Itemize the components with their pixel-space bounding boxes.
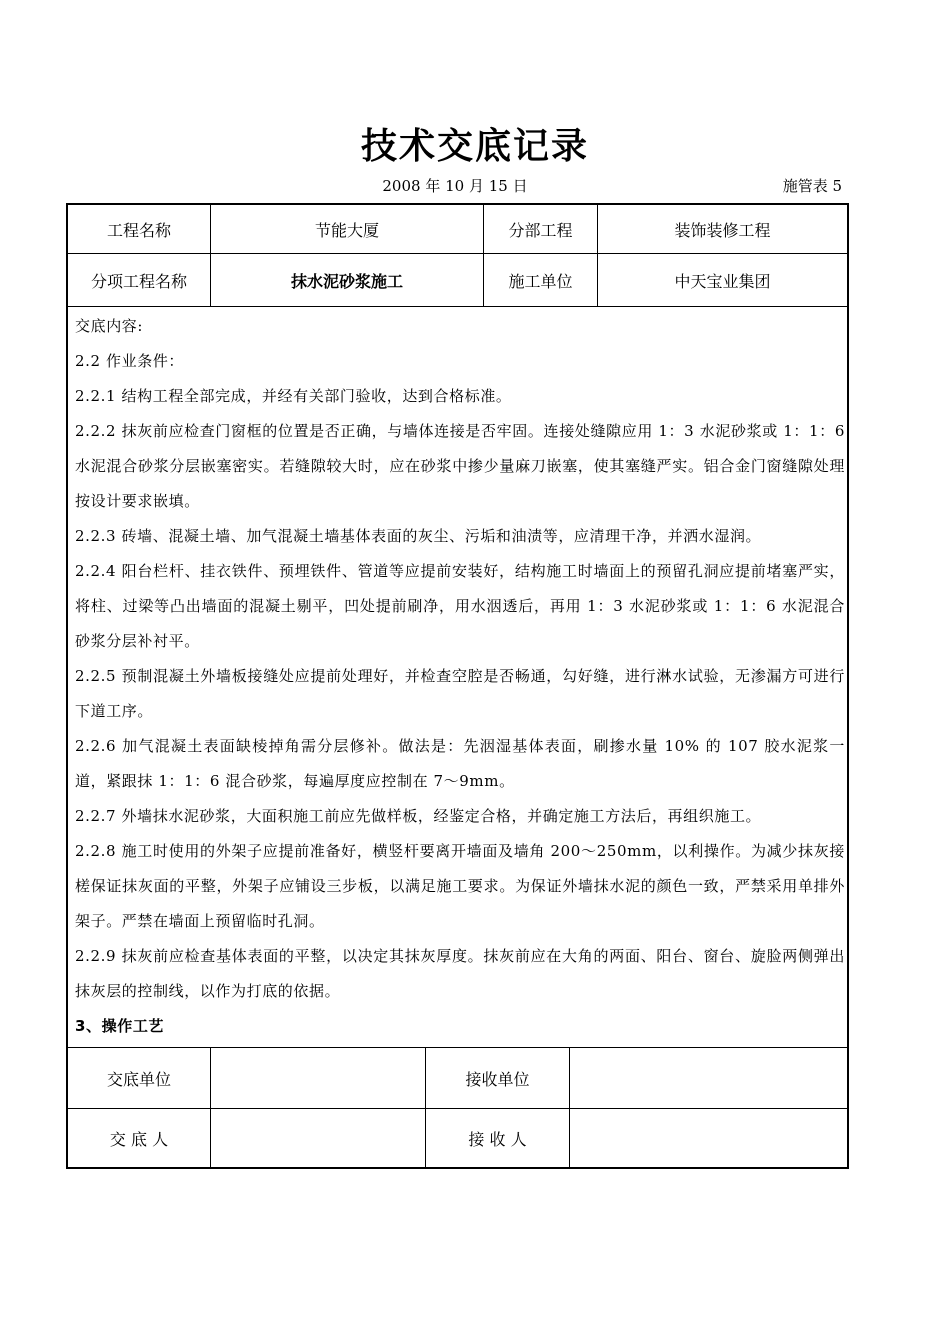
receive-unit-value[interactable] [570,1048,847,1108]
receive-unit-label: 接收单位 [465,1069,530,1089]
deliver-unit-value[interactable] [211,1048,425,1108]
content-heading: 交底内容: [75,317,144,335]
unit-label: 施工单位 [508,271,573,291]
content-paragraph: 2.2.8 施工时使用的外架子应提前准备好，横竖杆要离开墙面及墙角 200～250mm，以利操作。为减少抹灰接槎保证抹灰面的平整，外架子应铺设三步板，以满足施工要求。为保证外墙抹水泥的颜色一致，严禁采用单排外架子。严禁在墙面上预留临时孔洞。 [75,842,845,930]
form-number: 施管表 5 [782,177,842,195]
project-name-label: 工程名称 [106,220,171,240]
unit-value: 中天宝业集团 [674,271,771,291]
briefing-content [75,309,845,1044]
content-paragraph: 2.2.7 外墙抹水泥砂浆，大面积施工前应先做样板，经鉴定合格，并确定施工方法后，再组织施工。 [75,807,762,825]
row-divider [66,306,849,307]
deliver-unit-label: 交底单位 [106,1069,171,1089]
project-name-value: 节能大厦 [314,220,379,240]
content-paragraph: 2.2.3 砖墙、混凝土墙、加气混凝土墙基体表面的灰尘、污垢和油渍等，应清理干净，并洒水湿润。 [75,527,762,545]
content-paragraph: 2.2 作业条件： [75,352,185,370]
subitem-label: 分项工程名称 [90,271,187,291]
content-paragraph: 2.2.2 抹灰前应检查门窗框的位置是否正确，与墙体连接是否牢固。连接处缝隙应用 1：3 水泥砂浆或 1：1：6 水泥混合砂浆分层嵌塞密实。若缝隙较大时，应在砂浆中掺少量麻刀嵌塞，使其塞缝严实。铝合金门窗缝隙处理按设计要求嵌填。 [75,422,845,510]
content-paragraph: 2.2.4 阳台栏杆、挂衣铁件、预埋铁件、管道等应提前安装好，结构施工时墙面上的预留孔洞应提前堵塞严实，将柱、过梁等凸出墙面的混凝土剔平，凹处提前刷净，用水洇透后，再用 1：3 水泥砂浆或 1：1：6 水泥混合砂浆分层补衬平。 [75,562,845,650]
division-value: 装饰装修工程 [674,220,771,240]
content-paragraph: 2.2.6 加气混凝土表面缺棱掉角需分层修补。做法是：先洇湿基体表面，刷掺水量 10% 的 107 胶水泥浆一道，紧跟抹 1：1：6 混合砂浆，每遍厚度应控制在 7～9mm。 [75,737,845,790]
deliver-person-label: 交 底 人 [109,1129,169,1149]
division-label: 分部工程 [508,220,573,240]
record-date: 2008 年 10 月 15 日 [382,177,528,195]
content-paragraph: 2.2.9 抹灰前应检查基体表面的平整，以决定其抹灰厚度。抹灰前应在大角的两面、阳台、窗台、旋脸两侧弹出抹灰层的控制线，以作为打底的依据。 [75,947,845,1000]
receive-person-label: 接 收 人 [468,1129,527,1149]
section-heading: 3、操作工艺 [75,1017,165,1035]
content-paragraph: 2.2.1 结构工程全部完成，并经有关部门验收，达到合格标准。 [75,387,512,405]
content-paragraph: 2.2.5 预制混凝土外墙板接缝处应提前处理好，并检查空腔是否畅通，勾好缝，进行淋水试验，无渗漏方可进行下道工序。 [75,667,845,720]
deliver-person-value[interactable] [211,1109,425,1167]
page-title: 技术交底记录 [360,126,589,167]
receive-person-value[interactable] [570,1109,847,1167]
subitem-value: 抹水泥砂浆施工 [290,271,403,291]
